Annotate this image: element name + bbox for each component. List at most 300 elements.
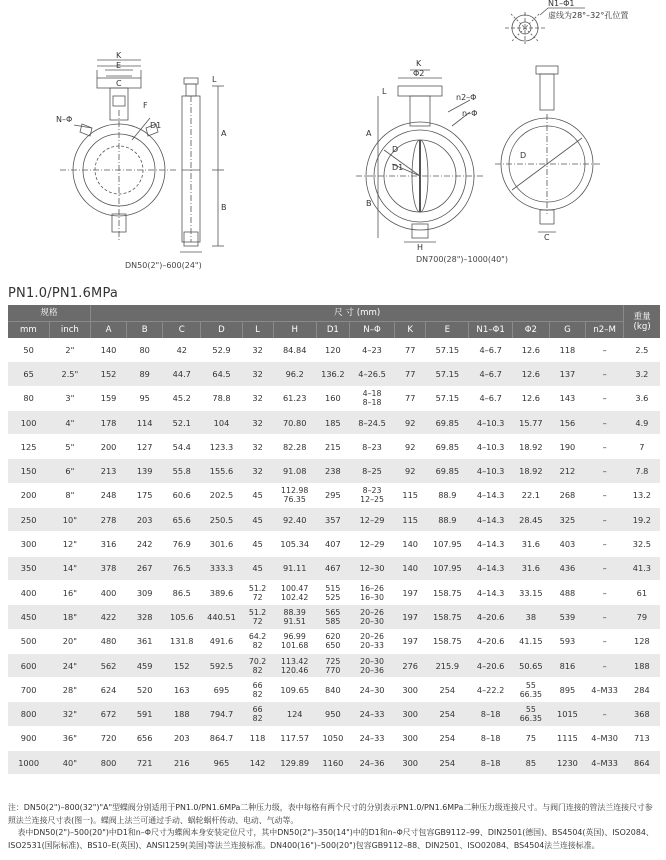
table-row <box>8 556 660 580</box>
table-cell: 203 <box>127 508 163 532</box>
label-left-D1: D1 <box>150 121 162 130</box>
column-header: mm <box>8 322 49 339</box>
table-cell: 4–M33 <box>586 751 624 775</box>
table-cell: 213 <box>91 459 127 483</box>
table-cell: 100 <box>8 410 49 434</box>
table-cell: 440.51 <box>201 605 242 629</box>
table-cell: 3.6 <box>624 386 660 410</box>
table-cell: 76.5 <box>163 556 201 580</box>
table-cell: 84.84 <box>273 338 316 362</box>
table-cell: 4.9 <box>624 410 660 434</box>
column-header: E <box>426 322 469 339</box>
column-header: C <box>163 322 201 339</box>
table-cell <box>316 580 349 604</box>
column-header: D1 <box>316 322 349 339</box>
table-cell: 3.2 <box>624 362 660 386</box>
table-cell: 28.45 <box>512 508 549 532</box>
table-cell <box>349 605 394 629</box>
table-cell: 316 <box>91 532 127 556</box>
table-cell: 254 <box>426 726 469 750</box>
table-cell: 4–10.3 <box>469 459 512 483</box>
table-cell: 91.08 <box>273 459 316 483</box>
table-cell <box>316 605 349 629</box>
table-cell: 4–20.6 <box>469 605 512 629</box>
table-cell: 5" <box>49 435 90 459</box>
table-cell: 57.15 <box>426 338 469 362</box>
table-cell: 300 <box>8 532 49 556</box>
table-cell: 242 <box>127 532 163 556</box>
table-cell: 8–24.5 <box>349 410 394 434</box>
table-cell: 350 <box>8 556 49 580</box>
table-cell <box>349 629 394 653</box>
label-right-n-phi: n–Φ <box>462 109 478 118</box>
table-cell: 1000 <box>8 751 49 775</box>
table-cell: – <box>586 580 624 604</box>
column-header: G <box>549 322 585 339</box>
table-cell: 1050 <box>316 726 349 750</box>
left-side-view <box>180 78 224 252</box>
cell-line: 51.2 <box>248 607 267 617</box>
table-cell: 160 <box>316 386 349 410</box>
table-cell: 450 <box>8 605 49 629</box>
table-cell: 895 <box>549 678 585 702</box>
table-cell: 6" <box>49 459 90 483</box>
label-right-H: H <box>417 243 424 252</box>
column-header: K <box>395 322 426 339</box>
table-cell: – <box>586 459 624 483</box>
table-cell: 158.75 <box>426 629 469 653</box>
table-cell: – <box>586 702 624 726</box>
table-row <box>8 653 660 677</box>
column-header: N1–Φ1 <box>469 322 512 339</box>
table-cell: 4–14.3 <box>469 580 512 604</box>
cell-line: 20–26 <box>360 607 384 617</box>
table-cell <box>242 629 273 653</box>
table-cell: 328 <box>127 605 163 629</box>
table-cell: 52.1 <box>163 410 201 434</box>
table-cell: 136.2 <box>316 362 349 386</box>
table-cell: 77 <box>395 362 426 386</box>
table-cell: – <box>586 435 624 459</box>
table-cell <box>349 580 394 604</box>
table-cell: 8–18 <box>469 702 512 726</box>
cell-line: 100.47 <box>281 583 309 593</box>
table-cell: 200 <box>91 435 127 459</box>
table-cell: 197 <box>395 580 426 604</box>
table-cell: 900 <box>8 726 49 750</box>
table-cell: 64.5 <box>201 362 242 386</box>
table-cell: 45 <box>242 508 273 532</box>
table-cell: 92 <box>395 410 426 434</box>
cell-line: 66.35 <box>519 689 543 699</box>
table-cell: 188 <box>624 653 660 677</box>
table-cell: 41.3 <box>624 556 660 580</box>
table-cell: 118 <box>549 338 585 362</box>
table-cell: 816 <box>549 653 585 677</box>
table-cell: 216 <box>163 751 201 775</box>
table-cell: 250 <box>8 508 49 532</box>
table-cell: 140 <box>395 532 426 556</box>
table-cell: 200 <box>8 483 49 507</box>
table-cell: 301.6 <box>201 532 242 556</box>
column-header: inch <box>49 322 90 339</box>
table-row <box>8 751 660 775</box>
table-cell: 120 <box>316 338 349 362</box>
table-cell: 8–25 <box>349 459 394 483</box>
table-cell: 215.9 <box>426 653 469 677</box>
table-cell: 91.11 <box>273 556 316 580</box>
cell-line: 565 <box>325 607 341 617</box>
table-cell: 92 <box>395 459 426 483</box>
table-cell: 156 <box>549 410 585 434</box>
cell-line: 20–30 <box>360 616 384 626</box>
table-cell: 864 <box>624 751 660 775</box>
table-cell: 190 <box>549 435 585 459</box>
table-cell: 1160 <box>316 751 349 775</box>
table-cell: 55.8 <box>163 459 201 483</box>
table-cell: 107.95 <box>426 532 469 556</box>
table-cell: 22.1 <box>512 483 549 507</box>
label-top-note: 虚线为28°–32°孔位置 <box>548 11 629 20</box>
table-cell: 80 <box>8 386 49 410</box>
cell-line: 64.2 <box>248 632 267 642</box>
column-header: A <box>91 322 127 339</box>
table-cell: 69.85 <box>426 410 469 434</box>
table-cell: 4–10.3 <box>469 435 512 459</box>
header-spec: 规格 <box>8 305 91 322</box>
table-cell: 32 <box>242 410 273 434</box>
table-cell: 79 <box>624 605 660 629</box>
table-cell: 32 <box>242 459 273 483</box>
table-cell: 137 <box>549 362 585 386</box>
table-cell: 129.89 <box>273 751 316 775</box>
table-cell: 197 <box>395 629 426 653</box>
table-cell: 491.6 <box>201 629 242 653</box>
header-weight-unit: (kg) <box>633 321 651 332</box>
table-cell: 175 <box>127 483 163 507</box>
cell-line: 112.98 <box>281 486 309 496</box>
table-cell: 15.77 <box>512 410 549 434</box>
table-row <box>8 605 660 629</box>
table-cell: 152 <box>163 653 201 677</box>
column-header: n2–M <box>586 322 624 339</box>
notes <box>8 802 658 852</box>
table-cell: 10" <box>49 508 90 532</box>
table-cell: – <box>586 362 624 386</box>
table-cell: 140 <box>395 556 426 580</box>
table-cell: 92 <box>395 435 426 459</box>
table-cell: 76.9 <box>163 532 201 556</box>
cell-line: 96.99 <box>283 632 306 642</box>
table-cell <box>316 653 349 677</box>
cell-line: 72 <box>252 592 263 602</box>
table-cell: 459 <box>127 653 163 677</box>
column-header: Φ2 <box>512 322 549 339</box>
table-cell: 159 <box>91 386 127 410</box>
table-cell: 142 <box>242 751 273 775</box>
dimension-table <box>8 305 660 775</box>
table-cell: 140 <box>91 338 127 362</box>
cell-line: 82 <box>252 665 263 675</box>
table-cell: 115 <box>395 483 426 507</box>
table-cell: – <box>586 653 624 677</box>
label-right-n2-phi: n2–Φ <box>456 93 477 102</box>
table-cell: 592.5 <box>201 653 242 677</box>
column-header: L <box>242 322 273 339</box>
cell-line: 620 <box>325 632 341 642</box>
table-cell: 104 <box>201 410 242 434</box>
cell-line: 20–33 <box>360 641 384 651</box>
table-cell: 80 <box>127 338 163 362</box>
table-cell: 32 <box>242 386 273 410</box>
cell-line: 66 <box>252 705 263 715</box>
table-cell: 155.6 <box>201 459 242 483</box>
table-cell: 4–10.3 <box>469 410 512 434</box>
table-cell: 143 <box>549 386 585 410</box>
table-cell: 24–36 <box>349 751 394 775</box>
table-cell: 4–14.3 <box>469 532 512 556</box>
table-cell: 50.65 <box>512 653 549 677</box>
table-cell <box>242 653 273 677</box>
cell-line: 20–36 <box>360 665 384 675</box>
table-cell: 152 <box>91 362 127 386</box>
table-cell: 278 <box>91 508 127 532</box>
table-cell: 4" <box>49 410 90 434</box>
table-cell: 109.65 <box>273 678 316 702</box>
table-cell: 12.6 <box>512 338 549 362</box>
cell-line: 55 <box>525 680 536 690</box>
table-cell: 32.5 <box>624 532 660 556</box>
cell-line: 515 <box>325 583 341 593</box>
table-cell: 77 <box>395 386 426 410</box>
table-cell: 325 <box>549 508 585 532</box>
table-cell: 562 <box>91 653 127 677</box>
table-cell <box>242 605 273 629</box>
table-cell: 44.7 <box>163 362 201 386</box>
table-cell <box>273 580 316 604</box>
table-cell: 124 <box>273 702 316 726</box>
caption-right: DN700(28")–1000(40") <box>416 255 508 264</box>
table-cell: 2.5" <box>49 362 90 386</box>
table-cell: 333.3 <box>201 556 242 580</box>
table-cell <box>242 678 273 702</box>
table-cell: 158.75 <box>426 580 469 604</box>
table-cell <box>273 653 316 677</box>
table-cell: 422 <box>91 605 127 629</box>
table-cell: 52.9 <box>201 338 242 362</box>
table-cell: 284 <box>624 678 660 702</box>
header-dims: 尺 寸 (mm) <box>91 305 624 322</box>
table-cell: 361 <box>127 629 163 653</box>
table-cell: 32 <box>242 362 273 386</box>
table-cell <box>349 483 394 507</box>
table-cell: 591 <box>127 702 163 726</box>
cell-line: 66.35 <box>519 714 543 724</box>
table-cell: 1230 <box>549 751 585 775</box>
table-cell: 950 <box>316 702 349 726</box>
table-cell: 400 <box>91 580 127 604</box>
table-cell: 800 <box>8 702 49 726</box>
table-cell <box>512 678 549 702</box>
section-title: PN1.0/PN1.6MPa <box>8 286 119 301</box>
table-cell: 57.15 <box>426 362 469 386</box>
column-header: H <box>273 322 316 339</box>
column-header: N–Φ <box>349 322 394 339</box>
table-cell: 139 <box>127 459 163 483</box>
header-weight-label: 重量 <box>633 311 651 322</box>
table-cell: 65.6 <box>163 508 201 532</box>
table-cell: 268 <box>549 483 585 507</box>
table-cell: – <box>586 338 624 362</box>
table-cell: 60.6 <box>163 483 201 507</box>
table-cell: – <box>586 483 624 507</box>
table-row <box>8 435 660 459</box>
table-cell: 41.15 <box>512 629 549 653</box>
table-cell: 12.6 <box>512 386 549 410</box>
table-cell: 96.2 <box>273 362 316 386</box>
table-row <box>8 386 660 410</box>
table-cell <box>273 629 316 653</box>
table-cell: 4–14.3 <box>469 483 512 507</box>
table-cell: 61 <box>624 580 660 604</box>
table-cell: 357 <box>316 508 349 532</box>
table-cell: 88.9 <box>426 483 469 507</box>
table-cell: 400 <box>8 580 49 604</box>
table-cell: 95 <box>127 386 163 410</box>
table-cell: 1115 <box>549 726 585 750</box>
table-cell: 721 <box>127 751 163 775</box>
cell-line: 525 <box>325 592 341 602</box>
table-cell: 163 <box>163 678 201 702</box>
table-cell: 488 <box>549 580 585 604</box>
table-cell: 128 <box>624 629 660 653</box>
table-cell: 300 <box>395 751 426 775</box>
table-cell <box>512 702 549 726</box>
table-row <box>8 678 660 702</box>
table-cell: 407 <box>316 532 349 556</box>
table-cell: 178 <box>91 410 127 434</box>
cell-line: 72 <box>252 616 263 626</box>
table-cell: 12–29 <box>349 532 394 556</box>
cell-line: 82 <box>252 714 263 724</box>
table-row <box>8 508 660 532</box>
table-cell: 8–18 <box>469 751 512 775</box>
table-cell: 656 <box>127 726 163 750</box>
cell-line: 91.51 <box>283 616 306 626</box>
table-cell: – <box>586 386 624 410</box>
cell-line: 55 <box>525 705 536 715</box>
cell-line: 650 <box>325 641 341 651</box>
table-row <box>8 702 660 726</box>
table-cell: 2" <box>49 338 90 362</box>
table-cell: 13.2 <box>624 483 660 507</box>
table-cell: 254 <box>426 678 469 702</box>
table-cell: 131.8 <box>163 629 201 653</box>
table-cell: 12–30 <box>349 556 394 580</box>
table-cell: 85 <box>512 751 549 775</box>
table-row <box>8 410 660 434</box>
table-cell: 185 <box>316 410 349 434</box>
table-cell: 215 <box>316 435 349 459</box>
table-cell: 45 <box>242 556 273 580</box>
table-cell: 7 <box>624 435 660 459</box>
table-cell: 8–23 <box>349 435 394 459</box>
table-cell: 188 <box>163 702 201 726</box>
table-cell: 4–6.7 <box>469 338 512 362</box>
table-cell: 8–18 <box>469 726 512 750</box>
table-cell: 600 <box>8 653 49 677</box>
table-cell: 238 <box>316 459 349 483</box>
table-cell: 28" <box>49 678 90 702</box>
table-cell: 18.92 <box>512 435 549 459</box>
label-left-L: L <box>212 75 217 84</box>
table-cell: 300 <box>395 678 426 702</box>
table-cell: 36" <box>49 726 90 750</box>
table-cell: – <box>586 605 624 629</box>
table-cell: 107.95 <box>426 556 469 580</box>
table-cell <box>349 386 394 410</box>
table-cell: 61.23 <box>273 386 316 410</box>
label-left-B: B <box>221 203 227 212</box>
table-row <box>8 580 660 604</box>
table-cell: 158.75 <box>426 605 469 629</box>
right-side-view <box>495 66 600 232</box>
table-cell: 31.6 <box>512 556 549 580</box>
header-row-columns <box>8 322 660 339</box>
table-cell: 267 <box>127 556 163 580</box>
label-right-C: C <box>544 233 550 242</box>
table-cell: 105.6 <box>163 605 201 629</box>
table-body <box>8 338 660 775</box>
table-cell: 12" <box>49 532 90 556</box>
cell-line: 120.46 <box>281 665 309 675</box>
label-right-D1: D1 <box>392 163 404 172</box>
cell-line: 76.35 <box>283 495 306 505</box>
table-row <box>8 338 660 362</box>
table-cell: 88.9 <box>426 508 469 532</box>
table-cell: 3" <box>49 386 90 410</box>
table-cell: 203 <box>163 726 201 750</box>
table-cell: 12.6 <box>512 362 549 386</box>
table-cell: 480 <box>91 629 127 653</box>
table-cell: 593 <box>549 629 585 653</box>
table-row <box>8 362 660 386</box>
table-cell: 50 <box>8 338 49 362</box>
table-cell: 368 <box>624 702 660 726</box>
label-left-K: K <box>116 51 122 60</box>
table-cell: 32 <box>242 338 273 362</box>
table-cell: 965 <box>201 751 242 775</box>
table-cell: 720 <box>91 726 127 750</box>
table-cell: 254 <box>426 751 469 775</box>
table-cell: 45 <box>242 532 273 556</box>
table-cell: 24–33 <box>349 726 394 750</box>
label-right-A: A <box>366 129 372 138</box>
cell-line: 88.39 <box>283 607 306 617</box>
cell-line: 102.42 <box>281 592 309 602</box>
table-cell: 7.8 <box>624 459 660 483</box>
table-cell: 403 <box>549 532 585 556</box>
caption-left: DN50(2")–600(24") <box>125 261 202 270</box>
table-cell: – <box>586 508 624 532</box>
table-cell: 4–20.6 <box>469 629 512 653</box>
table-cell: 4–M33 <box>586 678 624 702</box>
label-left-N-phi: N–Φ <box>56 115 73 124</box>
table-cell: 4–6.7 <box>469 386 512 410</box>
table-cell: 24–30 <box>349 678 394 702</box>
table-cell: 4–26.5 <box>349 362 394 386</box>
table-cell: 86.5 <box>163 580 201 604</box>
